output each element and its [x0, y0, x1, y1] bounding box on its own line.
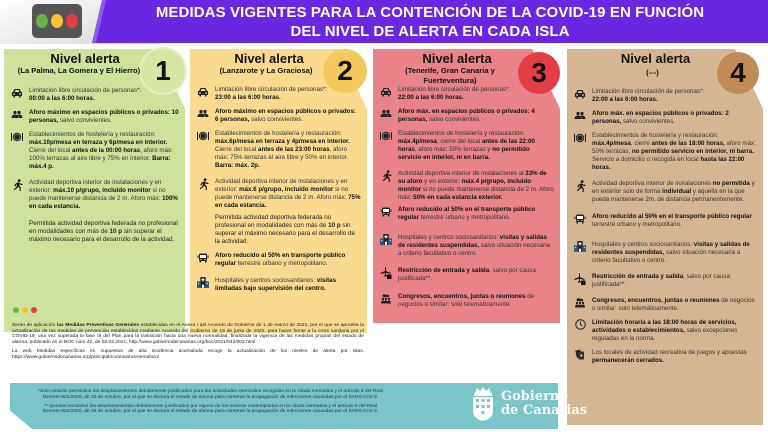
card-islands: (---) — [646, 68, 659, 77]
runner-icon — [11, 179, 23, 190]
hospital-item: Hospitales y centros sociosanitarios: visitas y salidas de residentes suspendidas, salvo situación necesaria a criterio facultativo o centro. — [380, 234, 554, 258]
hospitality-item: Establecimientos de hostelería y restauración: máx.10p/mesa en terraza y 6p/mesa en interior. Cierre del local antes de la 00:00 horas, aforo máx: 100% terrazas al aire libre y 75% en interior. Barra: máx.4 p. — [11, 131, 179, 171]
transport-item: Aforo reducido al 50% en el transporte público regular terrestre urbano y metropolitano. — [380, 206, 554, 222]
level-number-badge: 2 — [323, 49, 367, 93]
transport-item: Aforo reducido al 50% en el transporte público regular terrestre urbano y metropolitano. — [574, 213, 757, 229]
gambling-venues-item: Los locales de actividad recreativa de juegos y apuestas permanecerán cerrados. — [574, 349, 757, 365]
traffic-light-icon — [32, 4, 82, 38]
hospitality-item: Establecimientos de hostelería y restauración: máx.4p/mesa, cierre antes de las 18:00 horas, aforo máx: 50% terracas, no permitido servicio en interior, ni barra. Servicio a domicilio o recogida en local hasta las 22:00 horas. — [574, 132, 757, 172]
bus-icon — [380, 206, 392, 217]
logo-line-2: de Canarias — [501, 403, 588, 418]
card-title: Nivel alerta — [50, 51, 120, 66]
sport-item: Actividad deportiva interior de instalaciones no permitida y en exterior solo de forma individual y aquella en la que pueda mantenerse 2m. de distancia permanentemente. — [574, 180, 757, 204]
travel-restriction-item: Restricción de entrada y salida, salvo por causa justificada**. — [574, 273, 757, 289]
mobility-item: Limitación libre circulación de personas*: 23:00 a las 6:00 horas. — [197, 86, 361, 102]
mobility-item: Limitación libre circulación de personas*: 22:00 a las 6:00 horas. — [380, 86, 554, 102]
traffic-dots-icon — [13, 307, 37, 313]
car-icon — [574, 88, 586, 99]
card-title: Nivel alerta — [422, 51, 492, 66]
car-icon — [380, 86, 392, 97]
car-icon — [197, 86, 209, 97]
plate-icon — [197, 130, 209, 141]
sport-item: Actividad deportiva interior de instalaciones al 33% de su aforo y en exterior: máx.4 p/grupo, incluido monitor si no puede mantenerse distancia de 2 m. Aforo máx: 50% en cada estancia exterior. — [380, 170, 554, 202]
people-icon — [11, 109, 23, 120]
runner-icon — [380, 170, 392, 181]
bus-icon — [197, 252, 209, 263]
web-reference-note: La web Medidas específicas en supuestos de alta incidencia acumulada recoge la actualización de los niveles de alerta por islas, https://www.gobiernodecanarias.org/principal/coronavirus/semaforo/ — [12, 349, 364, 360]
mobility-item: Limitación libre circulación de personas*: 22:00 a las 6:00 horas. — [574, 88, 757, 104]
card-islands: (Lanzarote y La Graciosa) — [219, 66, 313, 75]
meetings-item: Congresos, encuentros, juntas o reuniones de negocios o similar: solo telemáticamente. — [574, 297, 757, 313]
card-islands: (La Palma, La Gomera y El Hierro) — [17, 66, 141, 75]
time-limit-item: Limitación horaria a las 18:00 horas de servicios, actividades o establecimientos, salvo excepciones reguladas en la norma. — [574, 319, 757, 343]
federated-sport-note: Permitida actividad deportiva federada no profesional en modalidades con más de 10 p sin superar el máximo necesario para el desarrollo de la actividad. — [215, 214, 356, 245]
mobility-item: Limitación libre circulación de personas*: 00:00 a las 6:00 horas. — [11, 87, 179, 103]
hospital-icon — [197, 277, 209, 288]
hospital-icon — [380, 234, 392, 245]
travel-restriction-item: Restricción de entrada y salida, salvo por causa justificada**. — [380, 267, 554, 283]
capacity-item: Aforo máx. en espacios públicos o privados: 4 personas, salvo convivientes. — [380, 108, 554, 124]
car-icon — [11, 87, 23, 98]
transport-item: Aforo reducido al 50% en transporte público regular terrestre urbano y metropolitano. — [197, 252, 361, 268]
title-line-1: MEDIDAS VIGENTES PARA LA CONTENCIÓN DE LA COVID-19 EN FUNCIÓN — [155, 4, 705, 21]
capacity-item: Aforo máximo en espacios públicos o privados: 6 personas, salvo convivientes. — [197, 108, 361, 124]
level-number-badge: 4 — [717, 52, 759, 94]
plate-icon — [11, 131, 23, 142]
general-measures-note: Serán de aplicación las Medidas Preventivas Generales establecidas en el Anexo I del Acuerdo de Gobierno de 1 de marzo de 2021, por el que se aprueba la actualización de las medidas de prevención establecidas mediante Acuerdo del Gobierno de 19 de junio de 2020, para hacer frente a la crisis sanitaria por el COVID-19, una vez superada la fase III del Plan para la transición hacia una nueva normalidad, finalizada la vigencia de las medidas propias del estado de alarma, publicado en el BOC núm.42, de 02.03.2021, http://www.gobiernodecanarias.org/boc/2021/042/002.html — [12, 323, 364, 345]
page-title — [92, 3, 768, 41]
amber-light-icon — [51, 14, 63, 28]
plane-luggage-icon — [574, 273, 586, 284]
runner-icon — [197, 178, 209, 189]
gobierno-de-canarias-logo — [470, 387, 587, 421]
runner-icon — [574, 180, 586, 191]
title-line-2: DEL NIVEL DE ALERTA EN CADA ISLA — [290, 23, 570, 40]
plate-icon — [380, 130, 392, 141]
hospital-item: Hospitales y centros sociosanitarios: visitas y salidas de residentes suspendidas, salvo situación necesaria a criterio facultativo o centro. — [574, 241, 757, 265]
level-number-badge: 3 — [518, 52, 560, 94]
cards-icon — [574, 349, 586, 360]
hospitality-item: Establecimientos de hostelería y restauración: máx.4p/mesa, cierre del local antes de las 22:00 horas, aforo máx: 50% terrazas y no permitido servicio en interior, ni en barra. — [380, 130, 554, 162]
footnote-1: *Solo estarán permitidos los desplazamientos debidamente justificados para las actividades esenciales recogidas en la citada normativa y el artículo 5 del Real Decreto 926/2020, de 25 de octubre, por el que se declara el estado de alarma para contener la propagación de infecciones causadas por el SARS-CoV-2. — [38, 389, 383, 400]
alert-level-4-card — [567, 49, 763, 425]
meeting-icon — [574, 297, 586, 308]
people-icon — [574, 110, 586, 121]
card-islands: (Tenerife, Gran Canaria y Fuerteventura) — [405, 66, 495, 85]
people-icon — [197, 108, 209, 119]
alert-level-1-card — [4, 49, 185, 332]
coat-of-arms-icon — [470, 387, 496, 421]
clock-icon — [574, 319, 586, 330]
hospital-icon — [574, 241, 586, 252]
hospital-item: Hospitales y centros sociosanitarios: visitas limitadas bajo supervisión del centro. — [197, 277, 361, 293]
card-title: Nivel alerta — [234, 51, 304, 66]
red-light-icon — [66, 14, 78, 28]
sport-item: Actividad deportiva interior de instalaciones y en exterior: máx.6 p/grupo, incluido monitor si no puede mantenerse distancia de 2 m. Aforo máx: 75% en cada estancia. — [197, 178, 361, 210]
alert-level-2-card — [190, 49, 367, 333]
footnote-2: ** Quedan excluidos los desplazamientos debidamente justificados por alguno de los motivos contemplados en la citada normativa y el artículo 6 del Real Decreto 926/2020, de 25 de octubre, por el que se declara el estado de alarma para contener la propagación de infecciones causadas por el SARS-CoV-2. — [42, 403, 379, 415]
level-number-badge: 1 — [141, 49, 185, 93]
sport-item: Actividad deportiva interior de instalaciones y en exterior: máx.10 p/grupo, incluido monitor si no puede mantenerse distancia de 2 m. Aforo máx: 100% en cada estancia. — [11, 179, 179, 211]
meeting-icon — [380, 293, 392, 304]
alert-level-3-card — [373, 49, 560, 323]
green-light-icon — [36, 14, 48, 28]
federated-sport-note: Permitida actividad deportiva federada no profesional en modalidades con más de 10 p sin superar el máximo necesario para el desarrollo de la actividad. — [29, 220, 178, 243]
plate-icon — [574, 132, 586, 143]
hospitality-item: Establecimientos de hostelería y restauración: máx.6p/mesa en terraza y 4p/mesa en interior. Cierre del local antes de las 23:00 horas, aforo máx: 75% terrazas al aire libre y 50% en interior. Barra: máx. 2p. — [197, 130, 361, 170]
capacity-item: Aforo máximo en espacios públicos o privados: 10 personas, salvo convivientes. — [11, 109, 179, 125]
plane-luggage-icon — [380, 267, 392, 278]
legal-notes — [12, 323, 364, 361]
people-icon — [380, 108, 392, 119]
logo-line-1: Gobierno — [501, 389, 569, 404]
card-title: Nivel alerta — [620, 51, 691, 66]
bus-icon — [574, 213, 586, 224]
meetings-item: Congresos, encuentros, juntas o reuniones de negocios o similar: solo telemáticamente. — [380, 293, 554, 309]
capacity-item: Aforo máx. en espacios públicos o privados: 2 personas, salvo convivientes. — [574, 110, 757, 126]
